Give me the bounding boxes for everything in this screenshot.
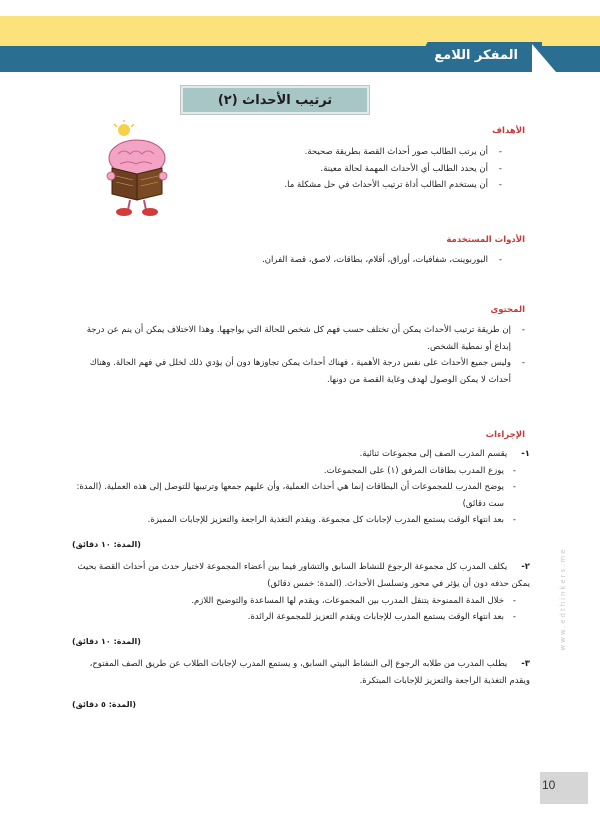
- procedure-step-1: [72, 446, 530, 463]
- list-item: - وليس جميع الأحداث على نفس درجة الأهمية ، فهناك أحداث يمكن تجاوزها دون أن يؤدي ذلك لخلل في فهم الحالة. وهناك أحداث لا يمكن الوصول لهدف وغاية القصة من دونها.: [72, 355, 525, 388]
- list-item: - خلال المدة الممنوحة يتنقل المدرب بين المجموعات، ويقدم لها المساعدة والتوضيح اللازم.: [72, 593, 516, 610]
- step-text: يكلف المدرب كل مجموعة الرجوع للنشاط السابق والتشاور فيما بين أعضاء المجموعة لاختيار حدث من أحداث القصة بحيث يمكن حذفه دون أن يؤثر في محور وتسلسل الأحداث. (المدة: خمس دقائق): [77, 562, 530, 589]
- step-number: ١-: [521, 449, 530, 459]
- list-item: - أن يحدد الطالب أي الأحداث المهمة لحالة معينة.: [172, 161, 502, 178]
- tools-heading: الأدوات المستخدمة: [446, 235, 525, 245]
- list-item: - أن يستخدم الطالب أداة ترتيب الأحداث في حل مشكلة ما.: [172, 177, 502, 194]
- duration-label: (المدة: ١٠ دقائق): [72, 636, 141, 646]
- step-2-sublist: [72, 593, 530, 626]
- list-item: - إن طريقة ترتيب الأحداث يمكن أن تختلف حسب فهم كل شخص للحالة التي يواجهها. وهذا الاختلاف يمكن أن ينم عن درجة إبداع أو نمطية الشخص.: [72, 322, 525, 355]
- step-text: يطلب المدرب من طلابه الرجوع إلى النشاط البيتي السابق، و يستمع المدرب لإجابات الطلاب عن طريق الصف المفتوح، ويقدم التغذية الراجعة والتعزيز للإجابات المبتكرة.: [89, 659, 530, 686]
- list-item: - يوزع المدرب بطاقات المرفق (١) على المجموعات.: [72, 463, 516, 480]
- header-yellow-band: [0, 16, 600, 46]
- page-header: [0, 0, 600, 72]
- brand-title: المفكر اللامع: [434, 48, 518, 63]
- list-item: - البوربوينت، شفافيات، أوراق، أقلام، بطاقات، لاصق، قصة الفران.: [172, 252, 502, 269]
- step-number: ٢-: [521, 562, 530, 573]
- procedures-heading: الإجراءات: [485, 430, 525, 440]
- list-item: - بعد انتهاء الوقت يستمع المدرب لإجابات كل مجموعة. ويقدم التغذية الراجعة والتعزيز للإجابات المميزة.: [72, 512, 516, 529]
- procedure-step-3: [72, 656, 530, 689]
- duration-label: (المدة: ١٠ دقائق): [72, 539, 141, 549]
- procedure-step-2: [72, 559, 530, 592]
- side-watermark: [548, 420, 567, 780]
- objectives-heading: الأهداف: [492, 126, 525, 136]
- duration-label: (المدة: ٥ دقائق): [72, 700, 136, 710]
- content-list: [72, 322, 525, 388]
- lesson-title: ترتيب الأحداث (٢): [180, 85, 370, 115]
- content-heading: المحتوى: [490, 305, 525, 315]
- procedures-body: [72, 446, 530, 720]
- list-item: - أن يرتب الطالب صور أحداث القصة بطريقة صحيحة.: [172, 144, 502, 161]
- page-number: 10: [542, 778, 556, 792]
- step-number: ٣-: [521, 659, 530, 670]
- step-text: يقسم المدرب الصف إلى مجموعات ثنائية.: [359, 449, 508, 459]
- tools-list: [172, 252, 502, 269]
- list-item: - بعد انتهاء الوقت يستمع المدرب للإجابات ويقدم التعزيز للمجموعة الرائدة.: [72, 609, 516, 626]
- side-url-text: www.edthinkers.me: [559, 547, 567, 651]
- list-item: - يوضح المدرب للمجموعات أن البطاقات إنما هي أحداث العملية، وأن عليهم جمعها وترتيبها للتوصل إلى هذه العملية. (المدة: ست دقائق): [72, 479, 516, 512]
- brain-reading-mascot-icon: [100, 120, 174, 218]
- objectives-list: [172, 144, 502, 194]
- step-1-sublist: [72, 463, 530, 529]
